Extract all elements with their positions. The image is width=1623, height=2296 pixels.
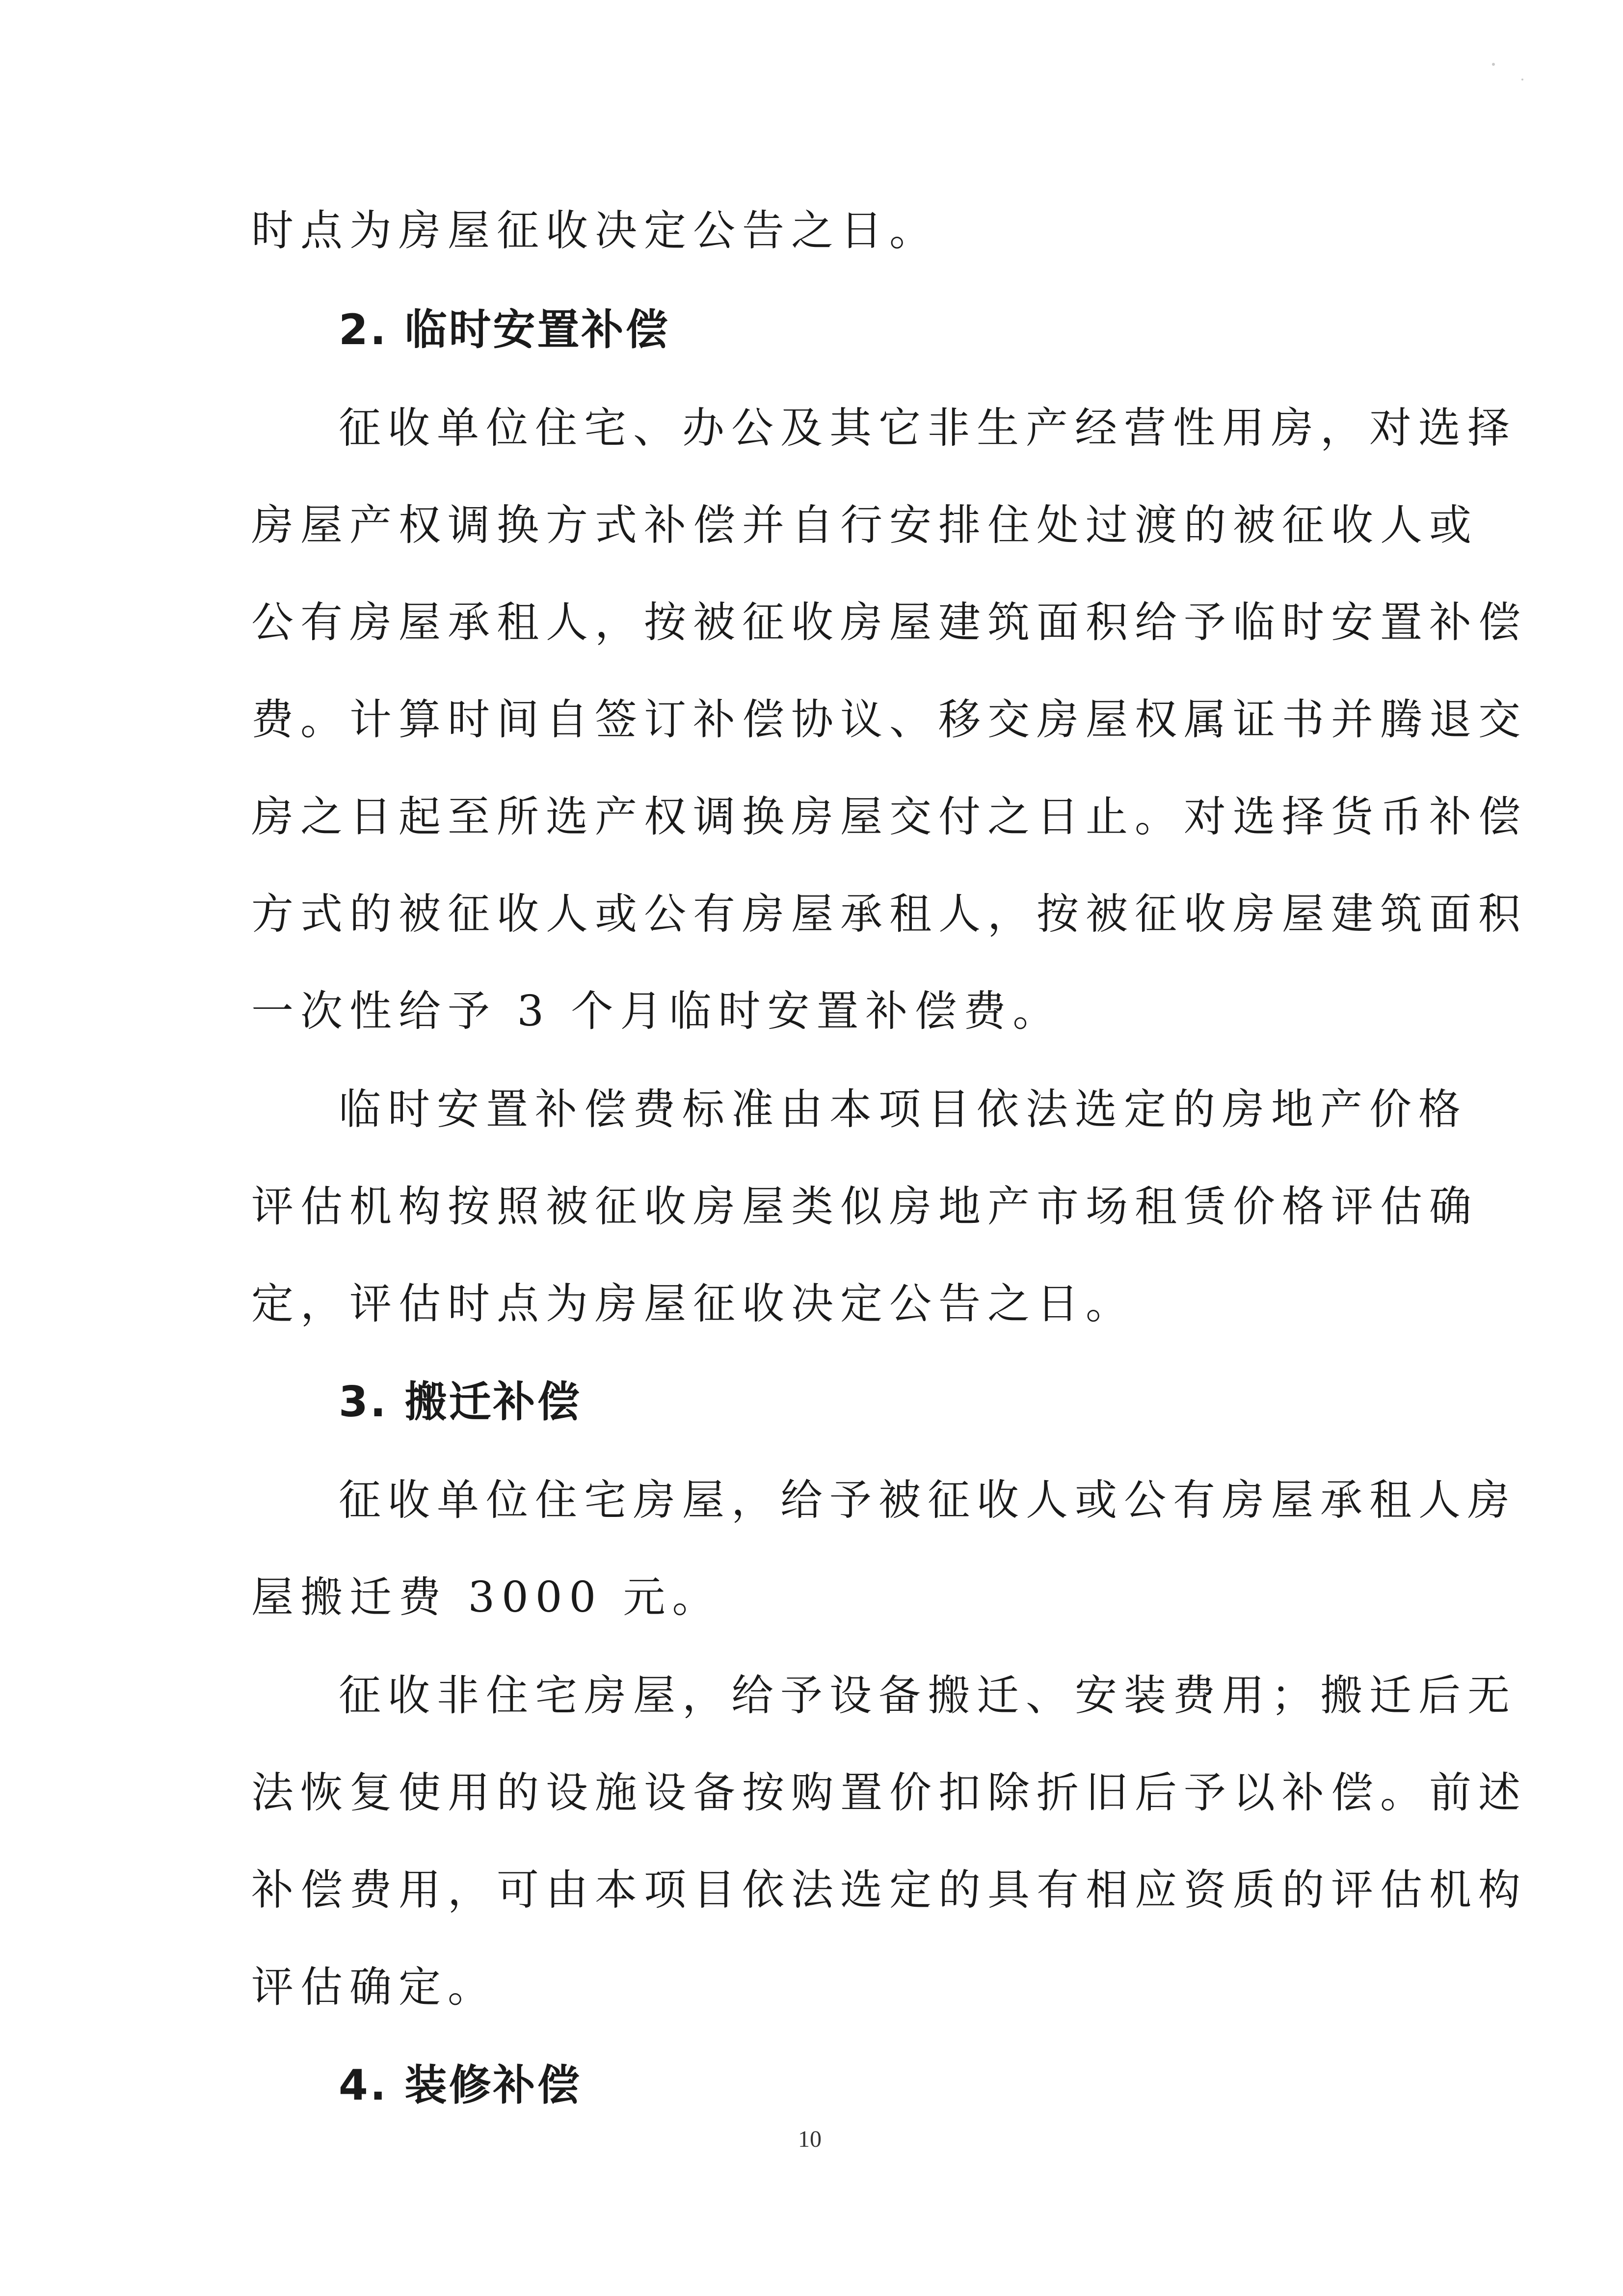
- scan-speck: [1521, 79, 1523, 81]
- text-line: 征收单位住宅房屋，给予被征收人或公有房屋承租人房: [339, 1476, 1517, 1525]
- scan-speck: [1492, 63, 1495, 66]
- text-line: 临时安置补偿费标准由本项目依法选定的房地产价格: [339, 1085, 1467, 1134]
- text-line: 补偿费用，可由本项目依法选定的具有相应资质的评估机构: [251, 1865, 1527, 1915]
- text-line: 征收非住宅房屋，给予设备搬迁、安装费用；搬迁后无: [339, 1671, 1517, 1720]
- text-line: 公有房屋承租人，按被征收房屋建筑面积给予临时安置补偿: [251, 598, 1527, 647]
- text-line: 征收单位住宅、办公及其它非生产经营性用房，对选择: [339, 404, 1517, 453]
- section-heading-relocation: 3. 搬迁补偿: [339, 1378, 582, 1427]
- text-line: 定，评估时点为房屋征收决定公告之日。: [251, 1279, 1135, 1328]
- section-heading-temporary-resettlement: 2. 临时安置补偿: [339, 305, 670, 354]
- text-line: 方式的被征收人或公有房屋承租人，按被征收房屋建筑面积: [251, 890, 1527, 939]
- text-line: 时点为房屋征收决定公告之日。: [251, 206, 938, 255]
- section-heading-decoration: 4. 装修补偿: [339, 2061, 582, 2110]
- text-line: 评估确定。: [251, 1963, 497, 2012]
- text-line: 房屋产权调换方式补偿并自行安排住处过渡的被征收人或: [251, 501, 1478, 550]
- text-line: 评估机构按照被征收房屋类似房地产市场租赁价格评估确: [251, 1182, 1478, 1231]
- text-line: 费。计算时间自签订补偿协议、移交房屋权属证书并腾退交: [251, 695, 1527, 744]
- text-line: 一次性给予 3 个月临时安置补偿费。: [251, 987, 1062, 1036]
- page-number: 10: [798, 2126, 822, 2152]
- text-line: 屋搬迁费 3000 元。: [251, 1573, 721, 1622]
- text-line: 房之日起至所选产权调换房屋交付之日止。对选择货币补偿: [251, 792, 1527, 841]
- text-line: 法恢复使用的设施设备按购置价扣除折旧后予以补偿。前述: [251, 1768, 1527, 1817]
